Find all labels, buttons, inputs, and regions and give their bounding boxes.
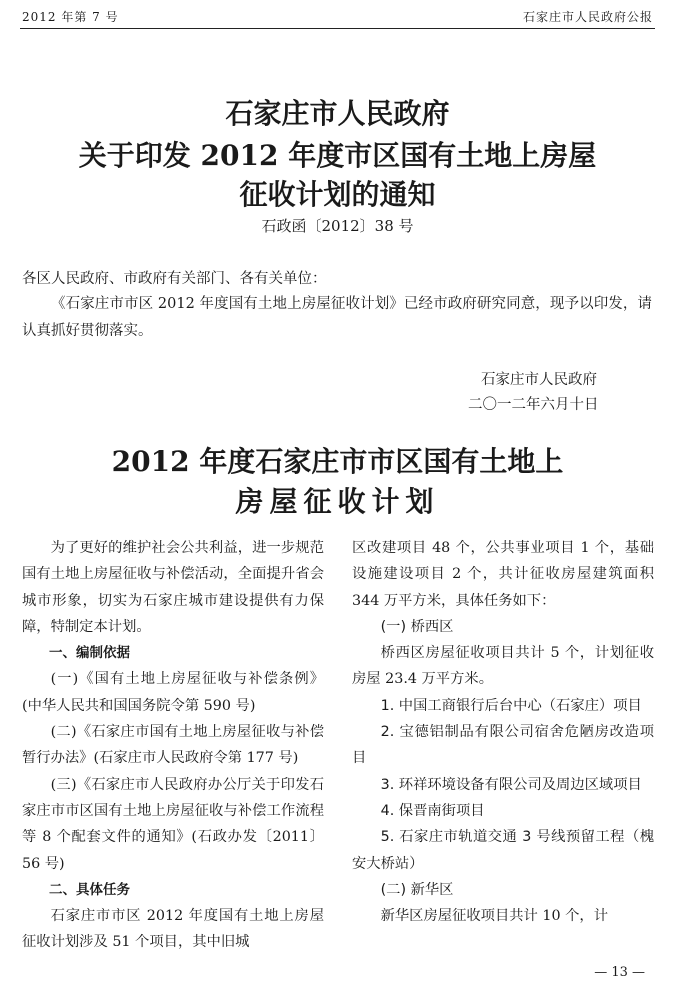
header-issue: 2012 年第 7 号 xyxy=(22,10,119,24)
right-column xyxy=(352,535,654,929)
header-publication: 石家庄市人民政府公报 xyxy=(522,10,653,24)
notice-signer: 石家庄市人民政府 xyxy=(481,372,597,388)
section-heading: 一、编制依据 xyxy=(49,645,130,662)
paragraph: 区改建项目 48 个，公共事业项目 1 个，基础设施建设项目 2 个，共计征收房屋建筑面积 344 万平方米，具体任务如下： xyxy=(352,540,654,609)
paragraph: 2. 宝德铝制品有限公司宿舍危陋房改造项目 xyxy=(352,724,654,767)
paragraph: (二) 新华区 xyxy=(380,881,454,898)
notice-body: 《石家庄市市区 2012 年度国有土地上房屋征收计划》已经市政府研究同意，现予以印发，请认真抓好贯彻落实。 xyxy=(22,296,652,339)
notice-title-line1: 石家庄市人民政府 xyxy=(225,97,450,130)
paragraph: (三)《石家庄市人民政府办公厅关于印发石家庄市市区国有土地上房屋征收与补偿工作流程等 8 个配套文件的通知》(石政办发〔2011〕56 号) xyxy=(22,776,324,872)
page-number: — 13 — xyxy=(594,965,645,980)
paragraph: 5. 石家庄市轨道交通 3 号线预留工程（槐安大桥站） xyxy=(352,829,654,872)
document-number: 石政函〔2012〕38 号 xyxy=(261,217,414,235)
notice-title-line2: 关于印发 2012 年度市区国有土地上房屋 xyxy=(78,139,597,172)
paragraph: 石家庄市市区 2012 年度国有土地上房屋征收计划涉及 51 个项目，其中旧城 xyxy=(22,908,324,951)
plan-title-line1: 2012 年度石家庄市市区国有土地上 xyxy=(111,445,564,478)
left-column xyxy=(22,535,324,956)
paragraph: (一) 桥西区 xyxy=(380,618,454,635)
section-heading: 二、具体任务 xyxy=(49,881,130,898)
paragraph: 新华区房屋征收项目共计 10 个，计 xyxy=(380,908,609,925)
header-divider xyxy=(20,28,655,29)
paragraph: 为了更好的维护社会公共利益，进一步规范国有土地上房屋征收与补偿活动，全面提升省会城市形象，切实为石家庄城市建设提供有力保障，特制定本计划。 xyxy=(22,540,324,635)
paragraph: 1. 中国工商银行后台中心（石家庄）项目 xyxy=(380,697,642,714)
paragraph: (二)《石家庄市国有土地上房屋征收与补偿暂行办法》(石家庄市人民政府令第 177 号) xyxy=(22,724,324,767)
notice-title-line3: 征收计划的通知 xyxy=(239,178,436,211)
notice-recipients: 各区人民政府、市政府有关部门、各有关单位： xyxy=(22,271,327,287)
plan-title-line2: 房屋征收计划 xyxy=(235,485,440,518)
paragraph: 4. 保晋南街项目 xyxy=(380,802,485,819)
paragraph: 3. 环祥环境设备有限公司及周边区域项目 xyxy=(380,776,642,793)
paragraph: 桥西区房屋征收项目共计 5 个，计划征收房屋 23.4 万平方米。 xyxy=(352,645,654,688)
notice-date: 二〇一二年六月十日 xyxy=(468,397,599,413)
paragraph: (一)《国有土地上房屋征收与补偿条例》(中华人民共和国国务院令第 590 号) xyxy=(22,671,324,714)
